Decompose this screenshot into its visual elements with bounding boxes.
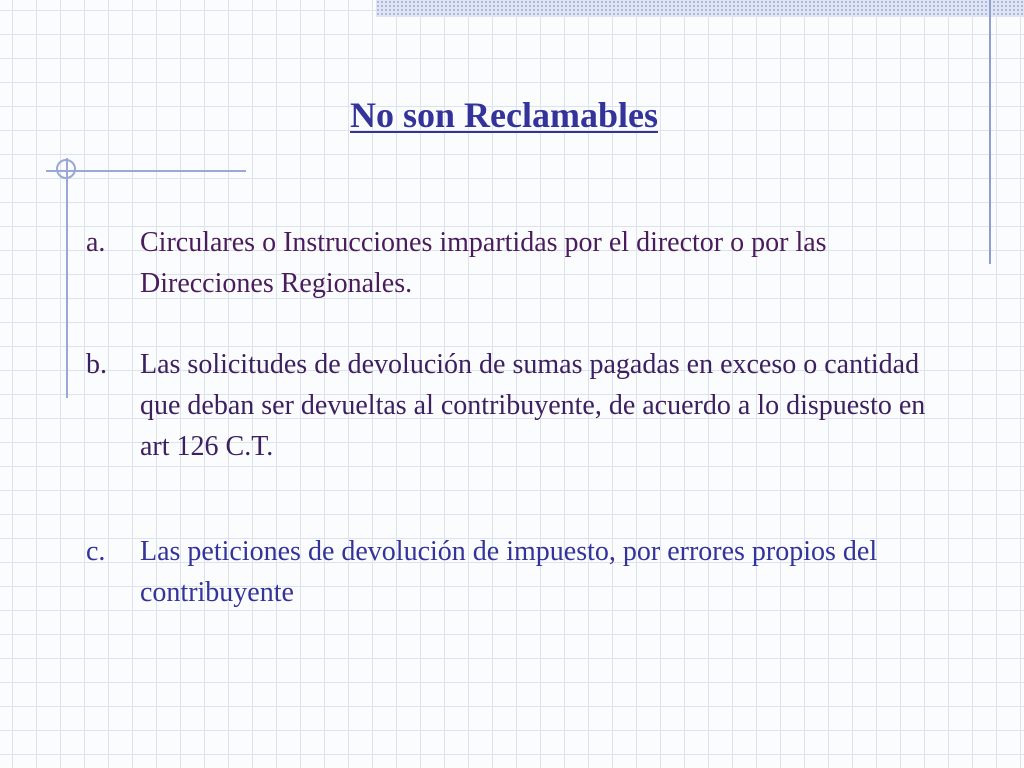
decorative-circle-icon [56, 159, 76, 179]
list-item-a [86, 222, 946, 304]
list-marker: a. [86, 227, 106, 258]
left-decorative-horizontal-rule [46, 170, 246, 172]
item-list [86, 222, 946, 653]
list-item-text: Las solicitudes de devolución de sumas pagadas en exceso o cantidad que deban ser devueltas al contribuyente, de acuerdo a lo dispuesto en art 126 C.T. [140, 349, 926, 462]
left-decorative-vertical-rule [66, 158, 68, 398]
list-marker: b. [86, 349, 107, 380]
list-item-text: Circulares o Instrucciones impartidas por el director o por las Direcciones Regionales. [140, 227, 827, 299]
list-item-b [86, 344, 946, 467]
list-item-text: Las peticiones de devolución de impuesto, por errores propios del contribuyente [140, 536, 878, 608]
list-marker: c. [86, 536, 106, 567]
top-decorative-band [376, 0, 1024, 17]
list-item-c [86, 531, 946, 613]
slide-title: No son Reclamables [350, 95, 658, 135]
